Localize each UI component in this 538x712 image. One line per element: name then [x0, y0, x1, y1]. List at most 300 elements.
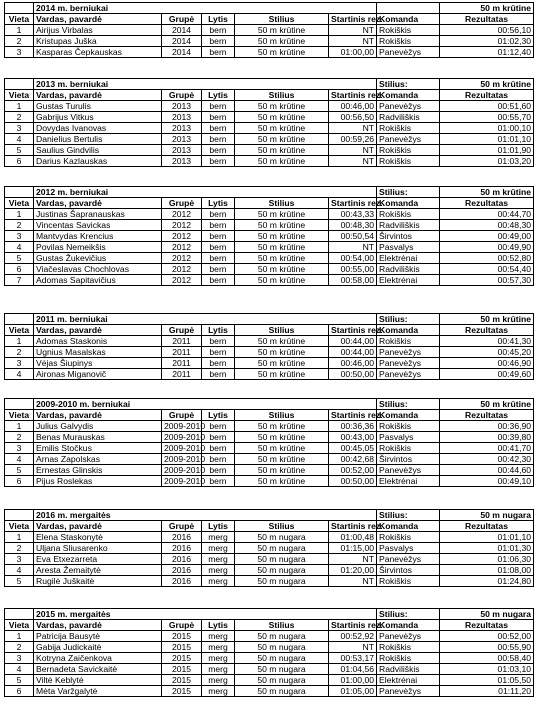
results-table — [4, 608, 534, 697]
cell-style: 50 m krūtine — [235, 156, 329, 167]
cell-place: 1 — [5, 25, 34, 36]
table-row — [5, 123, 534, 134]
column-header-style: Stilius — [235, 90, 329, 101]
cell-place: 5 — [5, 576, 34, 587]
cell-style: 50 m nugara — [235, 631, 329, 642]
cell-place: 1 — [5, 101, 34, 112]
cell-place: 3 — [5, 358, 34, 369]
cell-result: 01:00,10 — [440, 123, 534, 134]
cell-name: Adomas Sapitavičius — [34, 275, 162, 286]
column-header-name: Vardas, pavardė — [34, 325, 162, 336]
column-header-row — [5, 14, 534, 25]
cell-group: 2009-2010 — [162, 421, 202, 432]
cell-group: 2012 — [162, 231, 202, 242]
cell-place: 6 — [5, 156, 34, 167]
cell-entry-time: 00:44,00 — [329, 336, 377, 347]
cell-result: 00:51,60 — [440, 101, 534, 112]
column-header-gender: Lytis — [202, 521, 235, 532]
cell-team: Rokiškis — [377, 532, 440, 543]
cell-group: 2013 — [162, 134, 202, 145]
cell-gender: bern — [202, 47, 235, 58]
cell-entry-time: 01:20,00 — [329, 565, 377, 576]
cell-group: 2013 — [162, 112, 202, 123]
results-table — [4, 509, 534, 587]
cell-team: Rokiškis — [377, 123, 440, 134]
cell-style: 50 m krūtine — [235, 465, 329, 476]
column-header-row — [5, 325, 534, 336]
section-title: 2009-2010 m. berniukai — [34, 399, 377, 410]
cell-gender: merg — [202, 565, 235, 576]
table-row — [5, 421, 534, 432]
cell-place: 1 — [5, 532, 34, 543]
cell-entry-time: NT — [329, 36, 377, 47]
cell-style: 50 m krūtine — [235, 253, 329, 264]
cell-result: 01:01,30 — [440, 543, 534, 554]
column-header-name: Vardas, pavardė — [34, 521, 162, 532]
cell-entry-time: 00:46,00 — [329, 358, 377, 369]
cell-team: Panevėžys — [377, 631, 440, 642]
cell-name: Julius Galvydis — [34, 421, 162, 432]
cell-result: 00:56,10 — [440, 25, 534, 36]
cell-group: 2012 — [162, 253, 202, 264]
cell-team: Rokiškis — [377, 145, 440, 156]
cell-place: 5 — [5, 253, 34, 264]
cell-place: 5 — [5, 465, 34, 476]
section-style: 50 m krūtine — [440, 3, 534, 14]
cell-group: 2016 — [162, 565, 202, 576]
column-header-style: Stilius — [235, 198, 329, 209]
cell-name: Kotryna Zaičenkova — [34, 653, 162, 664]
cell-name: Gabija Judickaitė — [34, 642, 162, 653]
cell-group: 2014 — [162, 36, 202, 47]
cell-style: 50 m krūtine — [235, 443, 329, 454]
cell-place: 2 — [5, 347, 34, 358]
table-row — [5, 554, 534, 565]
cell-group: 2015 — [162, 664, 202, 675]
cell-place: 1 — [5, 209, 34, 220]
cell-result: 00:48,30 — [440, 220, 534, 231]
table-row — [5, 134, 534, 145]
section-title-row — [5, 79, 534, 90]
table-row — [5, 476, 534, 487]
cell-entry-time: 00:56,50 — [329, 112, 377, 123]
column-header-row — [5, 620, 534, 631]
cell-style: 50 m krūtine — [235, 336, 329, 347]
cell-group: 2013 — [162, 123, 202, 134]
cell-result: 01:11,20 — [440, 686, 534, 697]
section-title: 2014 m. berniukai — [34, 3, 377, 14]
results-table — [4, 78, 534, 167]
column-header-result: Rezultatas — [440, 325, 534, 336]
cell-place: 3 — [5, 554, 34, 565]
cell-name: Vincentas Savickas — [34, 220, 162, 231]
column-header-entry-time: Startinis rez. — [329, 521, 377, 532]
column-header-group: Grupė — [162, 325, 202, 336]
cell-style: 50 m krūtine — [235, 347, 329, 358]
table-row — [5, 443, 534, 454]
section-title: 2013 m. berniukai — [34, 79, 377, 90]
cell-entry-time: 01:05,00 — [329, 686, 377, 697]
table-row — [5, 156, 534, 167]
cell-gender: bern — [202, 275, 235, 286]
cell-result: 00:49,00 — [440, 231, 534, 242]
cell-team: Radviliškis — [377, 220, 440, 231]
cell-name: Emilis Stočkus — [34, 443, 162, 454]
cell-gender: bern — [202, 145, 235, 156]
cell-entry-time: 00:42,68 — [329, 454, 377, 465]
column-header-result: Rezultatas — [440, 521, 534, 532]
cell-team: Elektrėnai — [377, 275, 440, 286]
section-title-row — [5, 399, 534, 410]
column-header-group: Grupė — [162, 620, 202, 631]
cell-place: 3 — [5, 231, 34, 242]
cell-style: 50 m krūtine — [235, 421, 329, 432]
cell-name: Dovydas Ivanovas — [34, 123, 162, 134]
cell-gender: bern — [202, 465, 235, 476]
cell-place: 3 — [5, 443, 34, 454]
cell-team: Panevėžys — [377, 347, 440, 358]
cell-style: 50 m krūtine — [235, 101, 329, 112]
cell-team: Rokiškis — [377, 642, 440, 653]
title-spacer — [5, 510, 34, 521]
cell-result: 01:01,10 — [440, 134, 534, 145]
cell-entry-time: 00:46,00 — [329, 101, 377, 112]
column-header-name: Vardas, pavardė — [34, 620, 162, 631]
table-row — [5, 532, 534, 543]
cell-entry-time: NT — [329, 145, 377, 156]
table-row — [5, 369, 534, 380]
results-table — [4, 2, 534, 58]
table-row — [5, 25, 534, 36]
column-header-group: Grupė — [162, 410, 202, 421]
cell-team: Panevėžys — [377, 47, 440, 58]
cell-name: Gustas Turulis — [34, 101, 162, 112]
cell-gender: bern — [202, 432, 235, 443]
section-title-row — [5, 3, 534, 14]
column-header-style: Stilius — [235, 325, 329, 336]
title-spacer — [5, 314, 34, 325]
table-row — [5, 145, 534, 156]
cell-team: Rokiškis — [377, 653, 440, 664]
cell-name: Gustas Žukevičius — [34, 253, 162, 264]
cell-gender: merg — [202, 675, 235, 686]
cell-gender: bern — [202, 220, 235, 231]
cell-team: Elektrėnai — [377, 675, 440, 686]
cell-group: 2014 — [162, 25, 202, 36]
cell-name: Bernadeta Savickaitė — [34, 664, 162, 675]
cell-result: 00:58,40 — [440, 653, 534, 664]
column-header-gender: Lytis — [202, 198, 235, 209]
column-header-name: Vardas, pavardė — [34, 410, 162, 421]
cell-group: 2014 — [162, 47, 202, 58]
cell-result: 00:45,20 — [440, 347, 534, 358]
cell-name: Viltė Keblytė — [34, 675, 162, 686]
column-header-entry-time: Startinis rez. — [329, 410, 377, 421]
cell-group: 2012 — [162, 264, 202, 275]
section-title: 2011 m. berniukai — [34, 314, 377, 325]
cell-result: 00:44,70 — [440, 209, 534, 220]
cell-name: Justinas Šapranauskas — [34, 209, 162, 220]
cell-team: Panevėžys — [377, 134, 440, 145]
section-title-row — [5, 187, 534, 198]
section-style: 50 m nugara — [440, 609, 534, 620]
cell-result: 00:46,90 — [440, 358, 534, 369]
cell-entry-time: 00:50,00 — [329, 369, 377, 380]
cell-name: Mantvydas Krencius — [34, 231, 162, 242]
column-header-team: Komanda — [377, 14, 440, 25]
cell-result: 01:03,10 — [440, 664, 534, 675]
column-header-gender: Lytis — [202, 620, 235, 631]
table-row — [5, 454, 534, 465]
cell-team: Pasvalys — [377, 543, 440, 554]
column-header-entry-time: Startinis rez. — [329, 620, 377, 631]
cell-gender: bern — [202, 134, 235, 145]
section-style: 50 m krūtine — [440, 314, 534, 325]
results-table — [4, 313, 534, 380]
cell-place: 5 — [5, 675, 34, 686]
cell-name: Benas Murauskas — [34, 432, 162, 443]
cell-name: Rugilė Juškaitė — [34, 576, 162, 587]
cell-style: 50 m nugara — [235, 642, 329, 653]
column-header-row — [5, 410, 534, 421]
cell-place: 1 — [5, 631, 34, 642]
column-header-gender: Lytis — [202, 90, 235, 101]
cell-group: 2016 — [162, 543, 202, 554]
cell-result: 00:52,80 — [440, 253, 534, 264]
cell-entry-time: 01:15,00 — [329, 543, 377, 554]
cell-name: Arnas Zapolskas — [34, 454, 162, 465]
cell-style: 50 m krūtine — [235, 145, 329, 156]
cell-style: 50 m krūtine — [235, 209, 329, 220]
cell-entry-time: 00:52,92 — [329, 631, 377, 642]
cell-name: Uljana Sliusarenko — [34, 543, 162, 554]
column-header-entry-time: Startinis rez. — [329, 90, 377, 101]
section-title-row — [5, 314, 534, 325]
cell-result: 01:01,90 — [440, 145, 534, 156]
cell-name: Viačeslavas Chochlovas — [34, 264, 162, 275]
cell-style: 50 m krūtine — [235, 358, 329, 369]
cell-gender: bern — [202, 231, 235, 242]
cell-result: 01:08,00 — [440, 565, 534, 576]
cell-style: 50 m krūtine — [235, 220, 329, 231]
cell-entry-time: NT — [329, 576, 377, 587]
cell-entry-time: 00:55,00 — [329, 264, 377, 275]
cell-team: Širvintos — [377, 565, 440, 576]
column-header-group: Grupė — [162, 198, 202, 209]
column-header-result: Rezultatas — [440, 620, 534, 631]
cell-result: 00:55,90 — [440, 642, 534, 653]
column-header-place: Vieta — [5, 521, 34, 532]
cell-gender: bern — [202, 36, 235, 47]
column-header-name: Vardas, pavardė — [34, 198, 162, 209]
column-header-name: Vardas, pavardė — [34, 90, 162, 101]
cell-place: 2 — [5, 220, 34, 231]
cell-team: Radviliškis — [377, 264, 440, 275]
cell-place: 6 — [5, 264, 34, 275]
cell-group: 2009-2010 — [162, 432, 202, 443]
cell-place: 7 — [5, 275, 34, 286]
cell-group: 2013 — [162, 101, 202, 112]
cell-style: 50 m krūtine — [235, 264, 329, 275]
cell-entry-time: 00:53,17 — [329, 653, 377, 664]
cell-name: Danielius Bertulis — [34, 134, 162, 145]
cell-gender: bern — [202, 347, 235, 358]
column-header-result: Rezultatas — [440, 90, 534, 101]
cell-entry-time: NT — [329, 123, 377, 134]
table-row — [5, 209, 534, 220]
cell-team: Pasvalys — [377, 242, 440, 253]
table-row — [5, 347, 534, 358]
cell-place: 3 — [5, 653, 34, 664]
cell-gender: bern — [202, 253, 235, 264]
cell-name: Airijus Virbalas — [34, 25, 162, 36]
cell-place: 4 — [5, 454, 34, 465]
column-header-place: Vieta — [5, 620, 34, 631]
cell-entry-time: 00:52,00 — [329, 465, 377, 476]
table-row — [5, 36, 534, 47]
column-header-row — [5, 90, 534, 101]
table-row — [5, 264, 534, 275]
cell-result: 00:44,60 — [440, 465, 534, 476]
cell-result: 01:02,30 — [440, 36, 534, 47]
cell-team: Radviliškis — [377, 112, 440, 123]
cell-group: 2011 — [162, 347, 202, 358]
table-row — [5, 642, 534, 653]
cell-group: 2013 — [162, 156, 202, 167]
cell-gender: merg — [202, 532, 235, 543]
cell-entry-time: 00:45,05 — [329, 443, 377, 454]
column-header-team: Komanda — [377, 410, 440, 421]
table-row — [5, 112, 534, 123]
table-row — [5, 565, 534, 576]
cell-group: 2015 — [162, 675, 202, 686]
cell-entry-time: NT — [329, 554, 377, 565]
column-header-group: Grupė — [162, 521, 202, 532]
cell-result: 00:49,60 — [440, 369, 534, 380]
cell-result: 01:12,40 — [440, 47, 534, 58]
cell-result: 00:54,40 — [440, 264, 534, 275]
cell-team: Rokiškis — [377, 25, 440, 36]
style-label: Stilius: — [377, 314, 440, 325]
cell-gender: bern — [202, 454, 235, 465]
cell-name: Aresta Žemaitytė — [34, 565, 162, 576]
cell-name: Ernestas Glinskis — [34, 465, 162, 476]
cell-gender: bern — [202, 336, 235, 347]
cell-team: Panevėžys — [377, 358, 440, 369]
cell-style: 50 m nugara — [235, 543, 329, 554]
style-label: Stilius: — [377, 510, 440, 521]
title-spacer — [5, 3, 34, 14]
table-row — [5, 242, 534, 253]
style-label: Stilius: — [377, 187, 440, 198]
cell-gender: bern — [202, 123, 235, 134]
cell-team: Panevėžys — [377, 465, 440, 476]
column-header-style: Stilius — [235, 14, 329, 25]
cell-group: 2012 — [162, 209, 202, 220]
column-header-gender: Lytis — [202, 410, 235, 421]
cell-result: 01:06,30 — [440, 554, 534, 565]
cell-style: 50 m krūtine — [235, 25, 329, 36]
cell-name: Elena Staskonytė — [34, 532, 162, 543]
cell-entry-time: 00:48,30 — [329, 220, 377, 231]
cell-gender: bern — [202, 209, 235, 220]
cell-style: 50 m krūtine — [235, 112, 329, 123]
title-spacer — [5, 399, 34, 410]
cell-group: 2011 — [162, 336, 202, 347]
cell-style: 50 m krūtine — [235, 36, 329, 47]
cell-result: 00:57,30 — [440, 275, 534, 286]
cell-team: Radviliškis — [377, 664, 440, 675]
cell-style: 50 m krūtine — [235, 432, 329, 443]
cell-team: Rokiškis — [377, 336, 440, 347]
cell-group: 2012 — [162, 275, 202, 286]
cell-group: 2016 — [162, 576, 202, 587]
cell-style: 50 m krūtine — [235, 242, 329, 253]
cell-entry-time: NT — [329, 242, 377, 253]
cell-entry-time: 00:58,00 — [329, 275, 377, 286]
cell-style: 50 m krūtine — [235, 123, 329, 134]
section-title-row — [5, 510, 534, 521]
cell-style: 50 m nugara — [235, 576, 329, 587]
cell-entry-time: 00:50,00 — [329, 476, 377, 487]
cell-style: 50 m nugara — [235, 565, 329, 576]
results-table — [4, 186, 534, 286]
column-header-name: Vardas, pavardė — [34, 14, 162, 25]
cell-gender: merg — [202, 631, 235, 642]
table-row — [5, 336, 534, 347]
column-header-team: Komanda — [377, 90, 440, 101]
cell-team: Rokiškis — [377, 156, 440, 167]
section-style: 50 m krūtine — [440, 399, 534, 410]
cell-entry-time: NT — [329, 642, 377, 653]
cell-place: 2 — [5, 36, 34, 47]
cell-gender: bern — [202, 242, 235, 253]
cell-name: Darius Kazlauskas — [34, 156, 162, 167]
cell-group: 2012 — [162, 220, 202, 231]
cell-result: 01:03,20 — [440, 156, 534, 167]
cell-entry-time: NT — [329, 25, 377, 36]
cell-style: 50 m krūtine — [235, 369, 329, 380]
column-header-result: Rezultatas — [440, 410, 534, 421]
cell-place: 6 — [5, 476, 34, 487]
table-row — [5, 47, 534, 58]
title-spacer — [5, 187, 34, 198]
cell-name: Gabrijus Vitkus — [34, 112, 162, 123]
cell-group: 2009-2010 — [162, 476, 202, 487]
cell-gender: bern — [202, 421, 235, 432]
column-header-style: Stilius — [235, 410, 329, 421]
cell-place: 2 — [5, 432, 34, 443]
column-header-entry-time: Startinis rez. — [329, 198, 377, 209]
cell-team: Širvintos — [377, 454, 440, 465]
cell-name: Patricija Bausytė — [34, 631, 162, 642]
cell-group: 2013 — [162, 145, 202, 156]
cell-style: 50 m nugara — [235, 532, 329, 543]
table-row — [5, 231, 534, 242]
cell-result: 00:49,90 — [440, 242, 534, 253]
cell-group: 2015 — [162, 653, 202, 664]
cell-name: Povilas Nemeikšis — [34, 242, 162, 253]
style-label: Stilius: — [377, 399, 440, 410]
column-header-place: Vieta — [5, 325, 34, 336]
cell-name: Kasparas Čepkauskas — [34, 47, 162, 58]
cell-place: 1 — [5, 421, 34, 432]
table-row — [5, 432, 534, 443]
cell-gender: bern — [202, 112, 235, 123]
cell-team: Pasvalys — [377, 432, 440, 443]
cell-name: Vėjas Šiupinys — [34, 358, 162, 369]
cell-gender: merg — [202, 664, 235, 675]
